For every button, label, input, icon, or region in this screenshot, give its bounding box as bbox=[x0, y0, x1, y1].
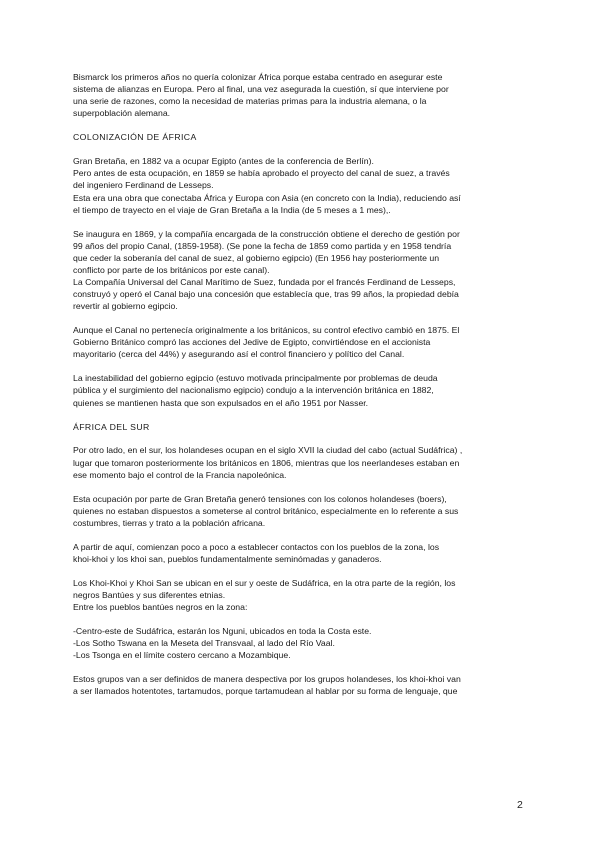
paragraph bbox=[73, 673, 529, 697]
text-line: construyó y operó el Canal bajo una concesión que establecía que, tras 99 años, la propiedad debía bbox=[73, 289, 459, 300]
paragraph bbox=[73, 493, 529, 529]
paragraph bbox=[73, 541, 529, 565]
text-line: ese momento bajo el control de la Francia napoleónica. bbox=[73, 469, 287, 480]
text-line: Gobierno Británico compró las acciones del Jedive de Egipto, convirtiéndose en el accionista bbox=[73, 337, 431, 348]
paragraph-spacer bbox=[73, 312, 529, 324]
text-line: Por otro lado, en el sur, los holandeses ocupan en el siglo XVII la ciudad del cabo (actual Sudáfrica) , bbox=[73, 445, 463, 456]
text-line: conflicto por parte de los británicos por este canal). bbox=[73, 264, 270, 275]
section-heading bbox=[73, 131, 529, 143]
text-line: Los Khoi-Khoi y Khoi San se ubican en el sur y oeste de Sudáfrica, en la otra parte de la región, los bbox=[73, 577, 456, 588]
text-line: Bismarck los primeros años no quería colonizar África porque estaba centrado en asegurar este bbox=[73, 72, 443, 82]
text-line: costumbres, tierras y trato a la población africana. bbox=[73, 517, 266, 528]
text-line: -Los Sotho Tswana en la Meseta del Transvaal, al lado del Río Vaal. bbox=[73, 638, 335, 649]
page-body bbox=[73, 71, 529, 697]
section-heading bbox=[73, 421, 529, 433]
text-line: del ingeniero Ferdinand de Lesseps. bbox=[73, 180, 214, 191]
text-line: Estos grupos van a ser definidos de manera despectiva por los grupos holandeses, los khoi-khoi van bbox=[73, 674, 461, 685]
paragraph-spacer bbox=[73, 481, 529, 493]
text-line: khoi-khoi y los khoi san, pueblos fundamentalmente seminómadas y ganaderos. bbox=[73, 553, 382, 564]
text-line: ÁFRICA DEL SUR bbox=[73, 421, 150, 432]
text-line: el tiempo de trayecto en el viaje de Gran Bretaña a la India (de 5 meses a 1 mes),. bbox=[73, 204, 391, 215]
text-line: revertir al gobierno egipcio. bbox=[73, 301, 178, 312]
text-line: A partir de aquí, comienzan poco a poco a establecer contactos con los pueblos de la zona, los bbox=[73, 541, 440, 552]
paragraph bbox=[73, 324, 529, 360]
text-line: La inestabilidad del gobierno egipcio (estuvo motivada principalmente por problemas de deuda bbox=[73, 373, 438, 384]
paragraph bbox=[73, 372, 529, 408]
text-line: Se inaugura en 1869, y la compañía encargada de la construcción obtiene el derecho de gestión por bbox=[73, 228, 460, 239]
paragraph-spacer bbox=[73, 409, 529, 421]
paragraph bbox=[73, 228, 529, 313]
text-line: La Compañía Universal del Canal Marítimo de Suez, fundada por el francés Ferdinand de Lesseps, bbox=[73, 276, 456, 287]
text-line: Gran Bretaña, en 1882 va a ocupar Egipto (antes de la conferencia de Berlín). bbox=[73, 156, 374, 167]
text-line: negros Bantúes y sus diferentes etnias. bbox=[73, 590, 226, 600]
text-line: -Los Tsonga en el límite costero cercano a Mozambique. bbox=[73, 650, 291, 661]
text-line: COLONIZACIÓN DE ÁFRICA bbox=[73, 132, 197, 143]
text-line: Esta era una obra que conectaba África y Europa con Asia (en concreto con la India), reduciendo así bbox=[73, 192, 461, 203]
page-number: 2 bbox=[517, 799, 523, 811]
paragraph-spacer bbox=[73, 613, 529, 625]
paragraph bbox=[73, 577, 529, 613]
text-line: Pero antes de esta ocupación, en 1859 se había aprobado el proyecto del canal de suez, a través bbox=[73, 168, 450, 179]
text-line: quienes no estaban dispuestos a someterse al control británico, especialmente en lo referente a sus bbox=[73, 505, 459, 516]
text-line: 99 años del propio Canal, (1859-1958). (Se pone la fecha de 1859 como partida y en 1958 tendría bbox=[73, 240, 452, 251]
text-line: sistema de alianzas en Europa. Pero al final, una vez asegurada la cuestión, sí que interviene por bbox=[73, 84, 449, 95]
paragraph bbox=[73, 155, 529, 215]
text-line: Esta ocupación por parte de Gran Bretaña generó tensiones con los colonos holandeses (boers), bbox=[73, 493, 447, 504]
text-line: quienes se mantienen hasta que son expulsados en el año 1951 por Nasser. bbox=[73, 397, 369, 408]
text-line: Entre los pueblos bantúes negros en la zona: bbox=[73, 602, 248, 613]
paragraph-spacer bbox=[73, 661, 529, 673]
paragraph-spacer bbox=[73, 433, 529, 445]
paragraph bbox=[73, 444, 529, 480]
text-line: pública y el surgimiento del nacionalismo egipcio) condujo a la intervención británica en 1882, bbox=[73, 385, 434, 396]
text-line: a ser llamados hotentotes, tartamudos, porque tartamudean al hablar por su forma de lenguaje, que bbox=[73, 686, 458, 697]
text-line: mayoritario (cerca del 44%) y asegurando así el control financiero y político del Canal. bbox=[73, 349, 405, 360]
paragraph bbox=[73, 71, 529, 119]
paragraph-spacer bbox=[73, 565, 529, 577]
paragraph bbox=[73, 625, 529, 661]
paragraph-spacer bbox=[73, 529, 529, 541]
paragraph-spacer bbox=[73, 216, 529, 228]
text-line: Aunque el Canal no pertenecía originalmente a los británicos, su control efectivo cambió en 1875. El bbox=[73, 325, 460, 336]
text-line: una serie de razones, como la necesidad de materias primas para la industria alemana, o la bbox=[73, 96, 427, 107]
text-line: que ceder la soberanía del canal de suez, al gobierno egipcio) (En 1956 hay posteriormente un bbox=[73, 252, 440, 263]
text-line: -Centro-este de Sudáfrica, estarán los Nguni, ubicados en toda la Costa este. bbox=[73, 626, 372, 637]
text-line: lugar que tomaron posteriormente los británicos en 1806, mientras que los neerlandeses estaban en bbox=[73, 457, 460, 468]
paragraph-spacer bbox=[73, 360, 529, 372]
text-line: superpoblación alemana. bbox=[73, 108, 171, 119]
paragraph-spacer bbox=[73, 119, 529, 131]
paragraph-spacer bbox=[73, 143, 529, 155]
